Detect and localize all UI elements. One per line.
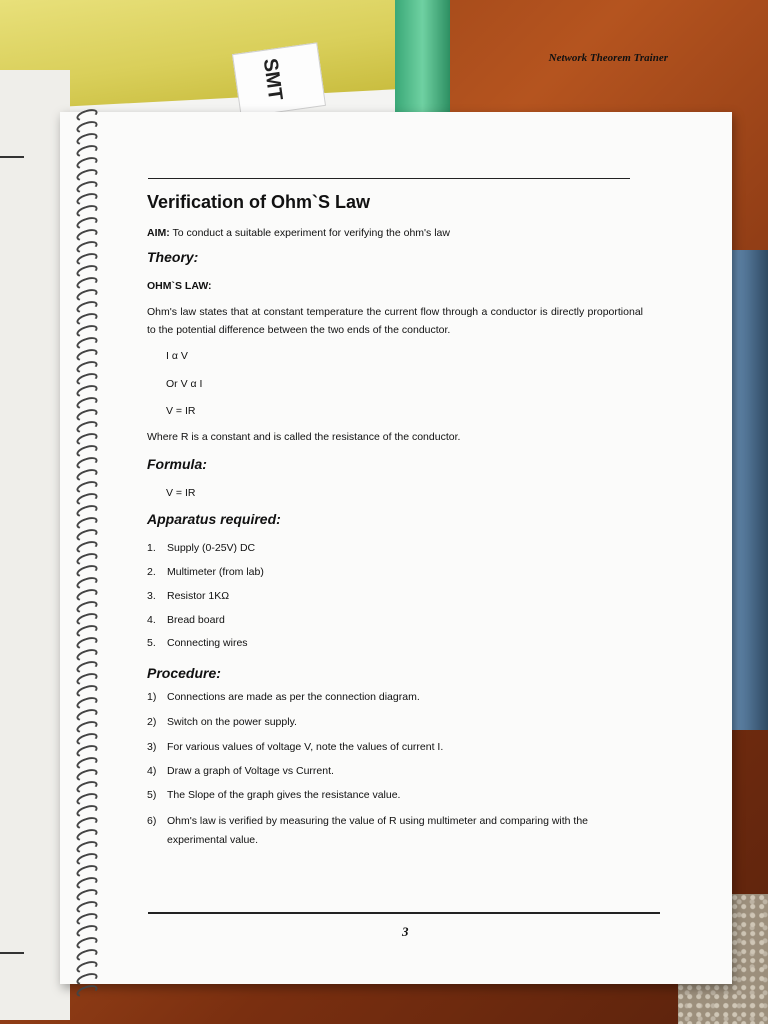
- list-item: 6) Ohm's law is verified by measuring the value of R using multimeter and comparing with the experimental value.: [147, 815, 589, 846]
- list-item: 4) Draw a graph of Voltage vs Current.: [147, 765, 334, 777]
- edge-mark: [0, 952, 24, 954]
- green-folder: [395, 0, 450, 125]
- edge-mark: [0, 156, 24, 158]
- spiral-binding: [70, 110, 106, 1010]
- relation-2: Or V α I: [166, 378, 203, 390]
- list-item: 2) Switch on the power supply.: [147, 716, 297, 728]
- ohms-law-paragraph: Ohm's law states that at constant temperature the current flow through a conductor is directly proportional to the potential difference between the two ends of the conductor.: [147, 306, 643, 336]
- relation-3: V = IR: [166, 405, 196, 417]
- list-item: 4. Bread board: [147, 614, 225, 626]
- procedure-heading: Procedure:: [147, 665, 221, 681]
- theory-heading: Theory:: [147, 249, 199, 265]
- list-item: 1) Connections are made as per the connection diagram.: [147, 691, 420, 703]
- ohms-law-heading: OHM`S LAW:: [147, 280, 212, 292]
- logo-text: SMT: [258, 56, 287, 102]
- aim-text: To conduct a suitable experiment for verifying the ohm's law: [169, 227, 450, 239]
- spiral-coil: [75, 983, 99, 999]
- list-item: 2. Multimeter (from lab): [147, 566, 264, 578]
- list-item: 1. Supply (0-25V) DC: [147, 542, 256, 554]
- formula: V = IR: [166, 487, 196, 499]
- list-item: 3. Resistor 1KΩ: [147, 590, 230, 602]
- aim-label: AIM:: [147, 227, 170, 239]
- list-item: 5. Connecting wires: [147, 637, 248, 649]
- running-title: Network Theorem Trainer: [548, 52, 668, 64]
- document-title: Verification of Ohm`S Law: [147, 192, 371, 212]
- list-item: 5) The Slope of the graph gives the resistance value.: [147, 789, 401, 801]
- apparatus-heading: Apparatus required:: [147, 511, 281, 527]
- aim-line: [147, 227, 450, 239]
- formula-heading: Formula:: [147, 456, 207, 472]
- footer-rule: [148, 912, 660, 914]
- where-text: Where R is a constant and is called the resistance of the conductor.: [147, 431, 461, 443]
- page-number: 3: [402, 924, 409, 939]
- relation-1: I α V: [166, 350, 188, 362]
- logo-card: [232, 42, 326, 117]
- header-rule: [148, 178, 630, 179]
- list-item: 3) For various values of voltage V, note the values of current I.: [147, 741, 444, 753]
